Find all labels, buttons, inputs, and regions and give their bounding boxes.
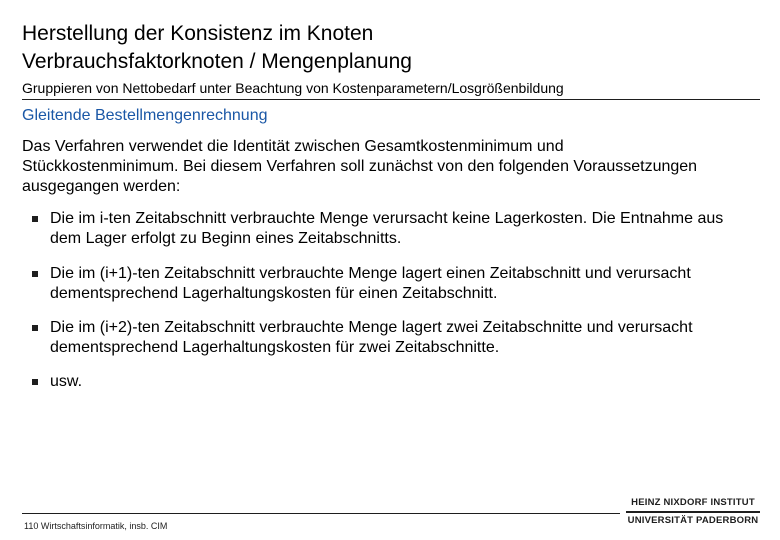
bullet-item <box>22 264 742 304</box>
bullet-text: Die im (i+1)-ten Zeitabschnitt verbrauchte Menge lagert einen Zeitabschnitt und verursacht dementsprechend Lagerhaltungskosten für einen Zeitabschnitt. <box>50 265 691 302</box>
slide-title-line-1: Herstellung der Konsistenz im Knoten <box>22 22 374 45</box>
slide-title <box>22 20 762 76</box>
square-bullet-icon <box>32 271 38 277</box>
footer-page-label: 110 Wirtschaftsinformatik, insb. CIM <box>24 521 168 531</box>
bullet-text: usw. <box>50 373 83 390</box>
footer-divider <box>22 513 620 514</box>
header-divider <box>22 99 760 100</box>
section-heading: Gleitende Bestellmengenrechnung <box>22 107 268 124</box>
logo-text-university: UNIVERSITÄT PADERBORN <box>626 511 760 528</box>
slide-subtitle: Gruppieren von Nettobedarf unter Beachtung von Kostenparametern/Losgrößenbildung <box>22 80 564 96</box>
bullet-text: Die im i-ten Zeitabschnitt verbrauchte Menge verursacht keine Lagerkosten. Die Entnahme aus dem Lager erfolgt zu Beginn eines Zeitabschnitts. <box>50 210 724 247</box>
bullet-text: Die im (i+2)-ten Zeitabschnitt verbrauchte Menge lagert zwei Zeitabschnitte und verursacht dementsprechend Lagerhaltungskosten für zwei Zeitabschnitte. <box>50 319 693 356</box>
intro-paragraph: Das Verfahren verwendet die Identität zwischen Gesamtkostenminimum und Stückkostenminimum. Bei diesem Verfahren soll zunächst von den folgenden Voraussetzungen ausgegangen werden: <box>22 138 698 195</box>
bullet-item <box>22 372 742 392</box>
bullet-list <box>22 209 742 392</box>
slide-title-line-2: Verbrauchsfaktorknoten / Mengenplanung <box>22 50 412 73</box>
bullet-item <box>22 318 742 358</box>
bullet-item <box>22 209 742 249</box>
square-bullet-icon <box>32 325 38 331</box>
logo-text-institute: HEINZ NIXDORF INSTITUT <box>631 497 755 508</box>
square-bullet-icon <box>32 216 38 222</box>
institute-logo <box>626 497 760 528</box>
square-bullet-icon <box>32 379 38 385</box>
